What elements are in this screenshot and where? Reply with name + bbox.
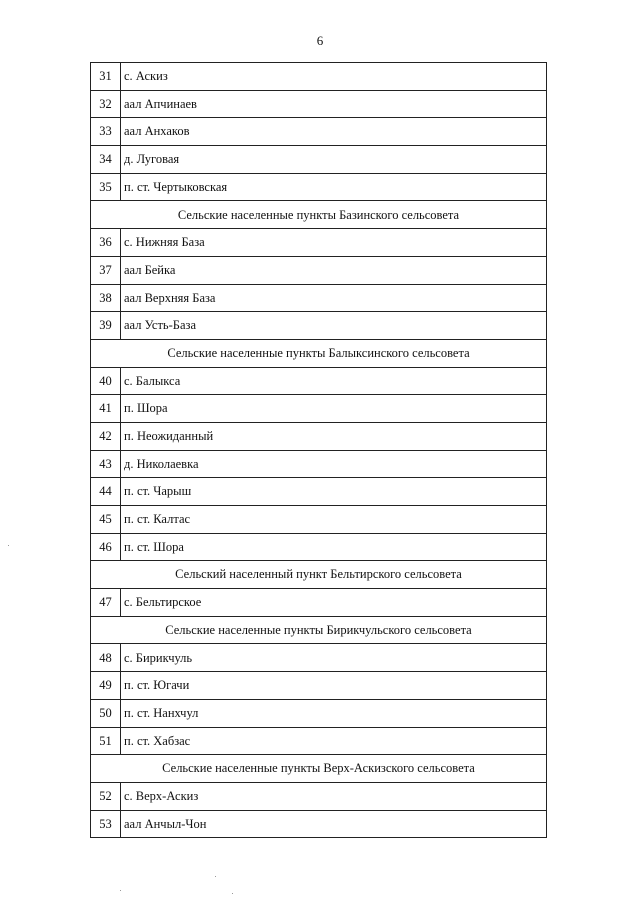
settlement-name: п. Неожиданный [121,422,547,450]
settlement-name: п. ст. Чарыш [121,478,547,506]
settlement-name: п. ст. Нанхчул [121,699,547,727]
table-row [91,229,547,257]
table-row [91,63,547,91]
row-number: 53 [91,810,121,838]
row-number: 46 [91,533,121,561]
table-row [91,478,547,506]
settlement-name: с. Бельтирское [121,589,547,617]
row-number: 44 [91,478,121,506]
table-row [91,506,547,534]
settlement-name: аал Анхаков [121,118,547,146]
settlement-name: с. Верх-Аскиз [121,782,547,810]
section-header-row [91,201,547,229]
row-number: 51 [91,727,121,755]
row-number: 33 [91,118,121,146]
table-row [91,367,547,395]
section-title: Сельский населенный пункт Бельтирского сельсовета [91,561,547,589]
row-number: 47 [91,589,121,617]
row-number: 49 [91,672,121,700]
settlements-table [90,62,547,838]
settlement-name: п. ст. Шора [121,533,547,561]
table-row [91,395,547,423]
row-number: 35 [91,173,121,201]
section-title: Сельские населенные пункты Балыксинского сельсовета [91,339,547,367]
row-number: 31 [91,63,121,91]
settlement-name: аал Апчинаев [121,90,547,118]
row-number: 41 [91,395,121,423]
row-number: 40 [91,367,121,395]
table-row [91,312,547,340]
row-number: 34 [91,146,121,174]
settlement-name: с. Бирикчуль [121,644,547,672]
section-header-row [91,561,547,589]
settlement-name: с. Нижняя База [121,229,547,257]
row-number: 48 [91,644,121,672]
scan-artifact [215,876,216,877]
table-row [91,284,547,312]
row-number: 43 [91,450,121,478]
scan-artifact [232,893,233,894]
table-row [91,173,547,201]
settlement-name: аал Бейка [121,256,547,284]
settlement-name: аал Верхняя База [121,284,547,312]
settlement-name: п. ст. Югачи [121,672,547,700]
row-number: 36 [91,229,121,257]
table-row [91,727,547,755]
table-row [91,699,547,727]
settlement-name: п. ст. Калтас [121,506,547,534]
section-header-row [91,616,547,644]
section-header-row [91,755,547,783]
row-number: 38 [91,284,121,312]
table-row [91,146,547,174]
scan-artifact [8,545,9,546]
table-row [91,450,547,478]
page-number: 6 [316,33,324,48]
section-header-row [91,339,547,367]
row-number: 37 [91,256,121,284]
section-title: Сельские населенные пункты Бирикчульского сельсовета [91,616,547,644]
table-row [91,810,547,838]
settlement-name: аал Анчыл-Чон [121,810,547,838]
settlement-name: п. ст. Чертыковская [121,173,547,201]
settlements-table-body [91,63,547,838]
scan-artifact [120,890,121,891]
table-row [91,256,547,284]
table-row [91,589,547,617]
row-number: 42 [91,422,121,450]
settlement-name: д. Луговая [121,146,547,174]
row-number: 39 [91,312,121,340]
section-title: Сельские населенные пункты Верх-Аскизского сельсовета [91,755,547,783]
section-title: Сельские населенные пункты Базинского сельсовета [91,201,547,229]
table-row [91,533,547,561]
table-row [91,782,547,810]
settlement-name: п. Шора [121,395,547,423]
row-number: 32 [91,90,121,118]
table-row [91,90,547,118]
settlement-name: д. Николаевка [121,450,547,478]
table-row [91,422,547,450]
row-number: 50 [91,699,121,727]
table-row [91,644,547,672]
row-number: 52 [91,782,121,810]
row-number: 45 [91,506,121,534]
table-row [91,672,547,700]
settlement-name: п. ст. Хабзас [121,727,547,755]
settlement-name: с. Балыкса [121,367,547,395]
settlement-name: аал Усть-База [121,312,547,340]
table-row [91,118,547,146]
settlement-name: с. Аскиз [121,63,547,91]
